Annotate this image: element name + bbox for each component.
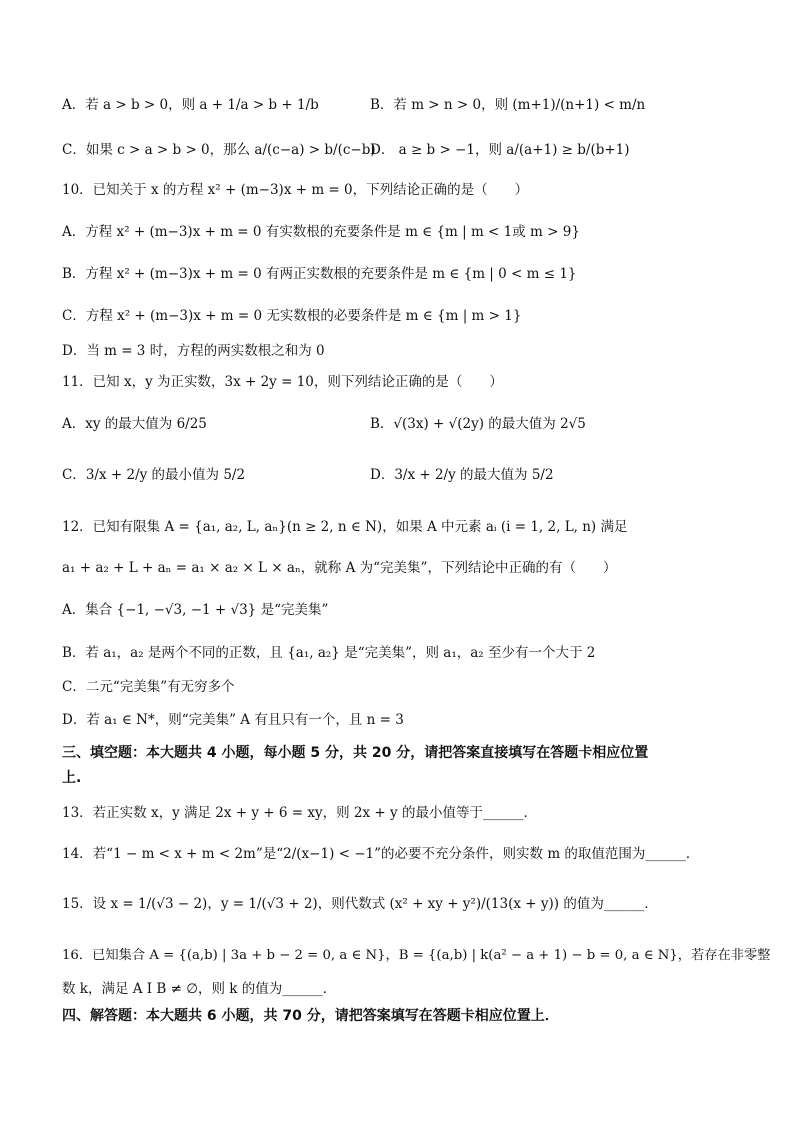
q12-option-c: C．二元“完美集”有无穷多个 — [62, 679, 235, 695]
q16-line1: 16．已知集合 A = {(a,b) | 3a + b − 2 = 0, a ∈ N}，B = {(a,b) | k(a² − a + 1) − b = 0, a ∈ N}，若存在非零整 — [62, 948, 771, 963]
q9-option-a: A．若 a > b > 0，则 a + 1/a > b + 1/b — [62, 97, 319, 113]
q12-option-d: D．若 a₁ ∈ N*，则“完美集” A 有且只有一个，且 n = 3 — [62, 712, 404, 728]
section3-heading-line1: 三、填空题：本大题共 4 小题，每小题 5 分，共 20 分，请把答案直接填写在答题卡相应位置 — [62, 745, 649, 761]
q14-text: 14．若“1 − m < x + m < 2m”是“2/(x−1) < −1”的必要不充分条件，则实数 m 的取值范围为______． — [62, 846, 700, 862]
q15-text: 15．设 x = 1/(√3 − 2)，y = 1/(√3 + 2)，则代数式 (x² + xy + y²)/(13(x + y)) 的值为______． — [62, 896, 658, 912]
q12-option-a: A．集合 {−1, −√3, −1 + √3} 是“完美集” — [62, 602, 329, 618]
q10-stem: 10．已知关于 x 的方程 x² + (m−3)x + m = 0，下列结论正确的是（ ） — [62, 182, 529, 198]
q10-option-a: A．方程 x² + (m−3)x + m = 0 有实数根的充要条件是 m ∈ {m | m < 1或 m > 9} — [62, 224, 580, 240]
q11-option-a: A．xy 的最大值为 6/25 — [62, 416, 207, 432]
section4-heading: 四、解答题：本大题共 6 小题，共 70 分，请把答案填写在答题卡相应位置上． — [62, 1008, 559, 1024]
q10-option-c: C．方程 x² + (m−3)x + m = 0 无实数根的必要条件是 m ∈ {m | m > 1} — [62, 308, 522, 324]
q11-stem: 11．已知 x，y 为正实数，3x + 2y = 10，则下列结论正确的是（ ） — [62, 374, 503, 390]
q9-option-c: C．如果 c > a > b > 0，那么 a/(c−a) > b/(c−b) — [62, 142, 376, 158]
q9-option-b: B．若 m > n > 0，则 (m+1)/(n+1) < m/n — [370, 97, 646, 113]
q13-text: 13．若正实数 x，y 满足 2x + y + 6 = xy，则 2x + y 的最小值等于______． — [62, 805, 537, 821]
q10-option-b: B．方程 x² + (m−3)x + m = 0 有两正实数根的充要条件是 m ∈ {m | 0 < m ≤ 1} — [62, 266, 577, 282]
q11-option-c: C．3/x + 2/y 的最小值为 5/2 — [62, 467, 246, 483]
q16-line2: 数 k，满足 A I B ≠ ∅，则 k 的值为______． — [62, 981, 337, 997]
section3-heading-line2: 上. — [62, 770, 82, 786]
q12-option-b: B．若 a₁，a₂ 是两个不同的正数，且 {a₁, a₂} 是“完美集”，则 a₁，a₂ 至少有一个大于 2 — [62, 645, 596, 661]
q12-stem-line2: a₁ + a₂ + L + aₙ = a₁ × a₂ × L × aₙ，就称 A 为“完美集”，下列结论中正确的有（ ） — [62, 560, 617, 576]
q11-option-d: D．3/x + 2/y 的最大值为 5/2 — [370, 467, 554, 483]
q9-option-d: D． a ≥ b > −1，则 a/(a+1) ≥ b/(b+1) — [370, 142, 630, 158]
q12-stem-line1: 12．已知有限集 A = {a₁, a₂, L, aₙ}(n ≥ 2, n ∈ N)，如果 A 中元素 aᵢ (i = 1, 2, L, n) 满足 — [62, 519, 628, 535]
q10-option-d: D．当 m = 3 时，方程的两实数根之和为 0 — [62, 343, 325, 359]
q11-option-b: B．√(3x) + √(2y) 的最大值为 2√5 — [370, 416, 586, 432]
